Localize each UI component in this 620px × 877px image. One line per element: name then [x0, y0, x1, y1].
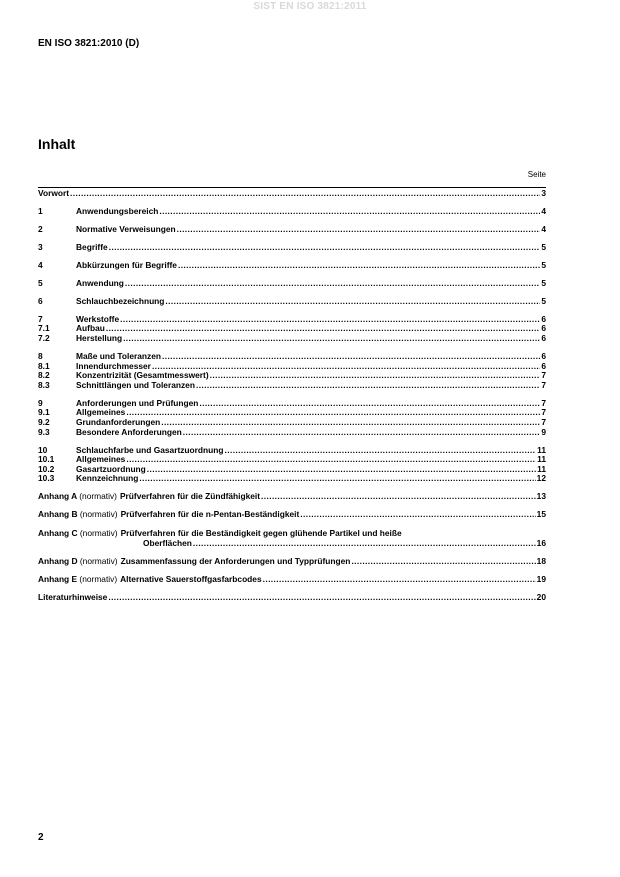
toc-entry-title: Begriffe	[76, 241, 108, 252]
toc-entry-title: Vorwort	[38, 188, 70, 198]
toc-entry-title: Werkstoffe	[76, 313, 120, 324]
toc-entry-page: 6	[541, 351, 546, 362]
toc-entry-literatur[interactable]	[38, 593, 546, 603]
toc-entry-title: Literaturhinweise	[38, 591, 108, 602]
leader-dots	[165, 297, 540, 307]
toc-entry-number: 4	[38, 259, 43, 270]
leader-dots	[159, 207, 540, 217]
leader-dots	[351, 557, 535, 567]
toc-entry-page: 12	[536, 473, 546, 484]
toc-entry[interactable]	[38, 474, 546, 484]
toc-entry-page: 16	[536, 538, 546, 549]
toc-entry-number: 9	[38, 397, 43, 408]
toc-entry-page: 7	[541, 379, 546, 390]
toc-entry-number: 8.2	[38, 370, 50, 381]
toc-entry-number: 10.1	[38, 454, 55, 465]
toc-entry-page: 18	[536, 555, 546, 566]
annex-type: (normativ)	[79, 509, 118, 520]
leader-dots	[263, 575, 536, 585]
toc-entry-number: 7.1	[38, 323, 50, 334]
sections-list	[38, 207, 546, 484]
toc-entry-number: 10	[38, 444, 48, 455]
leader-dots	[162, 352, 540, 362]
annex-type: (normativ)	[79, 555, 118, 566]
annex-title: Alternative Sauerstoffgasfarbcodes	[120, 573, 262, 584]
toc-entry-title: Grundanforderungen	[76, 417, 161, 428]
toc-entry-title: Konzentrizität (Gesamtmesswert)	[76, 370, 209, 381]
toc-entry-title: Kennzeichnung	[76, 473, 139, 484]
toc-entry-page: 5	[541, 295, 546, 306]
leader-dots	[177, 225, 541, 235]
toc-entry-annex[interactable]	[38, 528, 546, 548]
page-column-label: Seite	[527, 170, 546, 179]
toc-entry-page: 9	[541, 426, 546, 437]
annex-line	[38, 538, 546, 548]
leader-dots	[70, 189, 540, 199]
toc-entry-page: 3	[541, 188, 546, 198]
leader-dots	[120, 315, 540, 325]
annex-name: Anhang D	[38, 555, 78, 566]
toc-entry-page: 5	[541, 241, 546, 252]
leader-dots	[261, 492, 536, 502]
annex-label	[38, 557, 118, 567]
annex-type: (normativ)	[79, 573, 118, 584]
toc-entry-page: 6	[541, 323, 546, 334]
toc-entry-title: Abkürzungen für Begriffe	[76, 259, 177, 270]
leader-dots	[193, 538, 536, 548]
toc-entry-page: 20	[536, 591, 546, 602]
header-rule	[38, 187, 546, 188]
toc-entry-page: 7	[541, 397, 546, 408]
toc-entry[interactable]	[38, 243, 546, 253]
toc-entry-number: 9.3	[38, 426, 50, 437]
toc-entry-title: Schnittlängen und Toleranzen	[76, 379, 195, 390]
leader-dots	[126, 455, 536, 465]
toc-entry-annex[interactable]	[38, 492, 546, 502]
toc-entry-page: 6	[541, 333, 546, 344]
watermark: SIST EN ISO 3821:2011	[253, 1, 367, 12]
toc-entry-number: 7	[38, 313, 43, 324]
toc-entry-page: 11	[537, 463, 546, 474]
toc-entry-page: 6	[541, 313, 546, 324]
annex-label	[38, 492, 117, 502]
toc-entry[interactable]	[38, 381, 546, 391]
toc-entry-title: Anforderungen und Prüfungen	[76, 397, 199, 408]
leader-dots	[139, 474, 535, 484]
toc-entry-title: Besondere Anforderungen	[76, 426, 182, 437]
toc-heading: Inhalt	[38, 136, 76, 152]
toc-entry-annex[interactable]	[38, 510, 546, 520]
annex-title: Prüfverfahren für die Beständigkeit gegen glühende Partikel und heiße	[120, 528, 402, 539]
toc-entry-vorwort[interactable]	[38, 189, 546, 199]
toc-entry-page: 19	[536, 573, 546, 584]
leader-dots	[106, 324, 540, 334]
toc-entry-number: 8.3	[38, 379, 50, 390]
toc-entry-title: Innendurchmesser	[76, 360, 151, 371]
annex-title: Prüfverfahren für die n-Pentan-Beständigkeit	[120, 509, 300, 520]
annex-label	[38, 575, 117, 585]
toc-entry-number: 9.1	[38, 407, 50, 418]
toc-entry[interactable]	[38, 261, 546, 271]
annex-title: Prüfverfahren für die Zündfähigkeit	[119, 491, 261, 502]
toc-entry[interactable]	[38, 207, 546, 217]
toc-entry-page: 5	[541, 259, 546, 270]
annex-title: Zusammenfassung der Anforderungen und Typprüfungen	[120, 555, 351, 566]
toc-entry-page: 11	[537, 454, 546, 465]
toc-entry-number: 3	[38, 241, 43, 252]
toc-entry-title: Maße und Toleranzen	[76, 351, 161, 362]
annex-title-continued: Oberflächen	[143, 538, 192, 549]
toc-entry-number: 5	[38, 277, 43, 288]
annex-line	[38, 528, 546, 538]
toc-entry[interactable]	[38, 315, 546, 325]
leader-dots	[125, 279, 540, 289]
toc-entry-page: 4	[541, 223, 546, 234]
toc-entry[interactable]	[38, 225, 546, 235]
toc-entry-title: Normative Verweisungen	[76, 223, 176, 234]
toc-entry-title: Schlauchfarbe und Gasartzuordnung	[76, 444, 224, 455]
toc-entry[interactable]	[38, 334, 546, 344]
toc-entry-title: Aufbau	[76, 323, 105, 334]
annex-name: Anhang E	[38, 573, 78, 584]
annex-label	[38, 510, 118, 520]
leader-dots	[152, 362, 540, 372]
toc-entry-page: 7	[541, 407, 546, 418]
toc-entry-page: 7	[541, 417, 546, 428]
leader-dots	[183, 428, 541, 438]
toc-entry-title: Allgemeines	[76, 454, 126, 465]
toc-entry-title: Schlauchbezeichnung	[76, 295, 165, 306]
annex-type: (normativ)	[79, 528, 118, 539]
leader-dots	[126, 408, 540, 418]
toc-entry-page: 5	[541, 277, 546, 288]
toc-entry-annex[interactable]	[38, 557, 546, 567]
document-id: EN ISO 3821:2010 (D)	[38, 38, 140, 49]
toc-entry-title: Allgemeines	[76, 407, 126, 418]
leader-dots	[300, 510, 535, 520]
toc-entry[interactable]	[38, 297, 546, 307]
leader-dots	[147, 465, 536, 475]
toc-entry-number: 10.2	[38, 463, 55, 474]
toc-entry-number: 8	[38, 351, 43, 362]
toc-entry-number: 6	[38, 295, 43, 306]
toc-entry-page: 4	[541, 205, 546, 216]
toc-entry-number: 1	[38, 205, 43, 216]
toc-entry-annex[interactable]	[38, 575, 546, 585]
toc-entry-page: 11	[537, 444, 546, 455]
toc-entry-number: 2	[38, 223, 43, 234]
toc-entry[interactable]	[38, 428, 546, 438]
leader-dots	[196, 381, 540, 391]
annex-name: Anhang B	[38, 509, 78, 520]
toc-entry-page: 13	[536, 491, 546, 502]
table-of-contents	[38, 189, 546, 602]
toc-entry-title: Anwendung	[76, 277, 124, 288]
leader-dots	[178, 261, 540, 271]
toc-entry-number: 7.2	[38, 333, 50, 344]
toc-entry-number: 10.3	[38, 473, 55, 484]
leader-dots	[161, 418, 540, 428]
leader-dots	[225, 446, 537, 456]
toc-entry[interactable]	[38, 279, 546, 289]
leader-dots	[108, 593, 535, 603]
toc-entry-title: Herstellung	[76, 333, 123, 344]
toc-entry-page: 7	[541, 370, 546, 381]
toc-entry-page: 6	[541, 360, 546, 371]
leader-dots	[109, 243, 541, 253]
toc-entry-page: 15	[536, 509, 546, 520]
toc-entry-number: 9.2	[38, 417, 50, 428]
annex-name: Anhang A	[38, 491, 77, 502]
annex-name: Anhang C	[38, 528, 78, 539]
toc-entry-title: Anwendungsbereich	[76, 205, 159, 216]
annex-list	[38, 492, 546, 584]
leader-dots	[123, 334, 540, 344]
page-number: 2	[38, 832, 44, 843]
leader-dots	[210, 371, 541, 381]
annex-label	[38, 528, 118, 538]
toc-entry-number: 8.1	[38, 360, 50, 371]
annex-type: (normativ)	[79, 491, 117, 502]
toc-entry-title: Gasartzuordnung	[76, 463, 146, 474]
leader-dots	[199, 399, 540, 409]
